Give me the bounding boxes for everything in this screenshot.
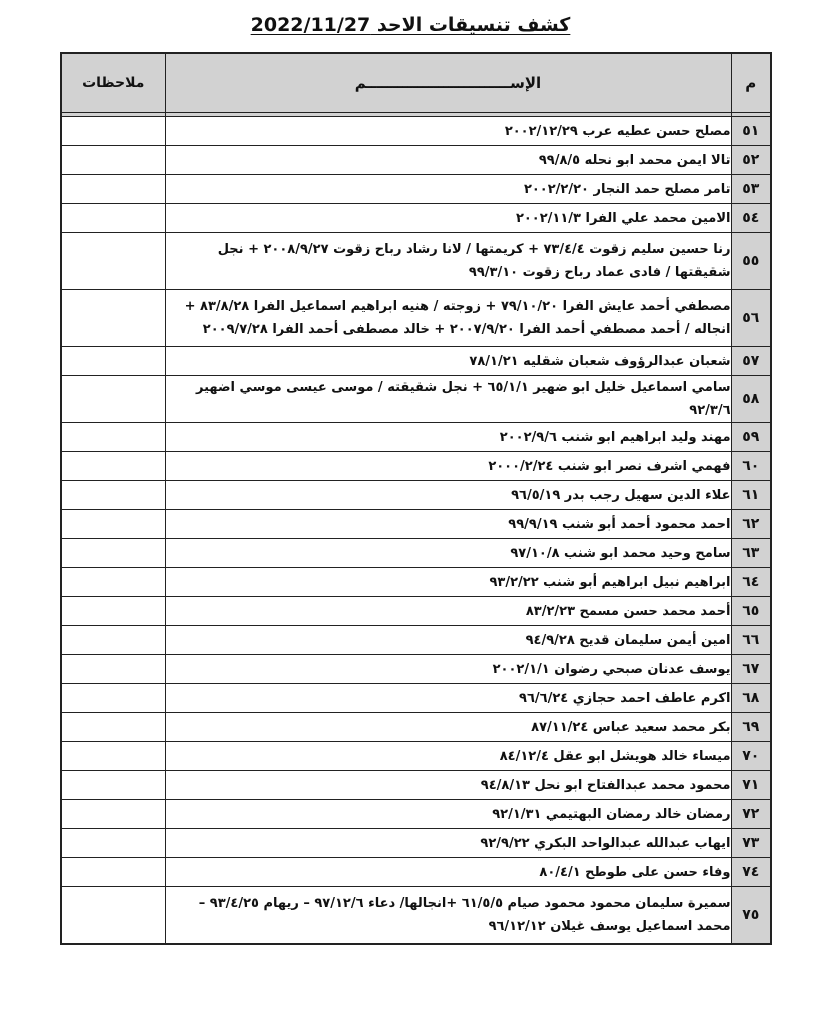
row-name-entry: رنا حسين سليم زقوت ٧٣/٤/٤ + كريمتها / لانا رشاد رباح زقوت ٢٠٠٨/٩/٢٧ + نجل شقيقتها / فادى عماد رباح زقوت ٩٩/٣/١٠ [165, 233, 731, 290]
row-notes [61, 568, 165, 597]
row-name-entry: أحمد محمد حسن مسمح ٨٣/٢/٢٣ [165, 597, 731, 626]
table-row [61, 452, 771, 481]
row-number: ٥٣ [731, 175, 771, 204]
row-number: ٦٣ [731, 539, 771, 568]
table-row [61, 713, 771, 742]
table-row [61, 597, 771, 626]
row-number: ٥٩ [731, 423, 771, 452]
row-number: ٥١ [731, 117, 771, 146]
row-notes [61, 713, 165, 742]
table-row [61, 800, 771, 829]
row-number: ٦٩ [731, 713, 771, 742]
table-row [61, 539, 771, 568]
row-name-entry: محمود محمد عبدالفتاح ابو نحل ٩٤/٨/١٣ [165, 771, 731, 800]
row-number: ٧٥ [731, 887, 771, 945]
table-row [61, 742, 771, 771]
table-row [61, 146, 771, 175]
table-row [61, 233, 771, 290]
row-name-entry: امين أيمن سليمان قديح ٩٤/٩/٢٨ [165, 626, 731, 655]
row-number: ٦٤ [731, 568, 771, 597]
table-row [61, 771, 771, 800]
row-name-entry: تالا ايمن محمد ابو نحله ٩٩/٨/٥ [165, 146, 731, 175]
row-name-entry: ميساء خالد هويشل ابو عقل ٨٤/١٢/٤ [165, 742, 731, 771]
table-row [61, 626, 771, 655]
row-notes [61, 452, 165, 481]
row-name-entry: اكرم عاطف احمد حجازي ٩٦/٦/٢٤ [165, 684, 731, 713]
row-notes [61, 376, 165, 423]
row-name-entry: بكر محمد سعيد عباس ٨٧/١١/٢٤ [165, 713, 731, 742]
row-notes [61, 626, 165, 655]
table-row [61, 175, 771, 204]
table-row [61, 858, 771, 887]
row-number: ٦٠ [731, 452, 771, 481]
row-name-entry: تامر مصلح حمد النجار ٢٠٠٢/٢/٢٠ [165, 175, 731, 204]
row-notes [61, 175, 165, 204]
row-notes [61, 771, 165, 800]
row-notes [61, 146, 165, 175]
row-name-entry: سامي اسماعيل خليل ابو ضهير ٦٥/١/١ + نجل شقيقته / موسى عيسى موسي اضهير ٩٢/٣/٦ [165, 376, 731, 423]
header-notes: ملاحظات [61, 53, 165, 113]
row-name-entry: مهند وليد ابراهيم ابو شنب ٢٠٠٢/٩/٦ [165, 423, 731, 452]
row-number: ٦٥ [731, 597, 771, 626]
row-name-entry: مصلح حسن عطيه عرب ٢٠٠٢/١٢/٢٩ [165, 117, 731, 146]
row-number: ٥٤ [731, 204, 771, 233]
row-notes [61, 510, 165, 539]
row-number: ٦٢ [731, 510, 771, 539]
table-row [61, 376, 771, 423]
row-number: ٦١ [731, 481, 771, 510]
row-number: ٧٤ [731, 858, 771, 887]
row-name-entry: ابراهيم نبيل ابراهيم أبو شنب ٩٣/٢/٢٢ [165, 568, 731, 597]
row-number: ٥٦ [731, 290, 771, 347]
table-row [61, 347, 771, 376]
row-name-entry: وفاء حسن على طوطح ٨٠/٤/١ [165, 858, 731, 887]
row-name-entry: ايهاب عبدالله عبدالواحد البكري ٩٢/٩/٢٢ [165, 829, 731, 858]
table-row [61, 887, 771, 945]
row-notes [61, 887, 165, 945]
row-number: ٥٢ [731, 146, 771, 175]
table-row [61, 655, 771, 684]
row-name-entry: شعبان عبدالرؤوف شعبان شقليه ٧٨/١/٢١ [165, 347, 731, 376]
table-row [61, 829, 771, 858]
row-notes [61, 233, 165, 290]
table-row [61, 510, 771, 539]
row-number: ٧١ [731, 771, 771, 800]
row-name-entry: رمضان خالد رمضان البهتيمي ٩٢/١/٣١ [165, 800, 731, 829]
row-notes [61, 204, 165, 233]
row-notes [61, 423, 165, 452]
table-row [61, 568, 771, 597]
row-name-entry: فهمي اشرف نصر ابو شنب ٢٠٠٠/٢/٢٤ [165, 452, 731, 481]
table-row [61, 481, 771, 510]
row-name-entry: مصطفي أحمد عايش الفرا ٧٩/١٠/٢٠ + زوجته / هنيه ابراهيم اسماعيل الفرا ٨٣/٨/٢٨ + انجاله / أحمد مصطفي أحمد الفرا ٢٠٠٧/٩/٢٠ + خالد مصطفى أحمد الفرا ٢٠٠٩/٧/٢٨ [165, 290, 731, 347]
table-row [61, 117, 771, 146]
row-name-entry: احمد محمود أحمد أبو شنب ٩٩/٩/١٩ [165, 510, 731, 539]
row-notes [61, 684, 165, 713]
table-row [61, 423, 771, 452]
table-header-row [61, 53, 771, 113]
row-number: ٦٦ [731, 626, 771, 655]
row-notes [61, 481, 165, 510]
row-number: ٧٣ [731, 829, 771, 858]
row-notes [61, 800, 165, 829]
names-table [60, 52, 772, 945]
row-notes [61, 347, 165, 376]
header-name: الإســــــــــــــــــــــــــــم [165, 53, 731, 113]
row-notes [61, 742, 165, 771]
row-notes [61, 290, 165, 347]
table-body [61, 113, 771, 945]
row-notes [61, 539, 165, 568]
row-number: ٧٢ [731, 800, 771, 829]
row-number: ٧٠ [731, 742, 771, 771]
row-notes [61, 655, 165, 684]
row-number: ٥٨ [731, 376, 771, 423]
row-number: ٥٥ [731, 233, 771, 290]
row-notes [61, 829, 165, 858]
header-number: م [731, 53, 771, 113]
row-number: ٦٧ [731, 655, 771, 684]
row-name-entry: سميرة سليمان محمود محمود صيام ٦١/٥/٥ +انجالها/ دعاء ٩٧/١٢/٦ – ريهام ٩٣/٤/٢٥ – محمد اسماعيل يوسف غيلان ٩٦/١٢/١٢ [165, 887, 731, 945]
table-row [61, 290, 771, 347]
row-name-entry: سامح وحيد محمد ابو شنب ٩٧/١٠/٨ [165, 539, 731, 568]
document-title: كشف تنسيقات الاحد 2022/11/27 [250, 14, 571, 36]
row-number: ٥٧ [731, 347, 771, 376]
row-notes [61, 597, 165, 626]
row-name-entry: الامين محمد علي الفرا ٢٠٠٢/١١/٣ [165, 204, 731, 233]
row-number: ٦٨ [731, 684, 771, 713]
row-notes [61, 858, 165, 887]
table-row [61, 204, 771, 233]
row-notes [61, 117, 165, 146]
row-name-entry: علاء الدين سهيل رجب بدر ٩٦/٥/١٩ [165, 481, 731, 510]
row-name-entry: يوسف عدنان صبحي رضوان ٢٠٠٢/١/١ [165, 655, 731, 684]
table-row [61, 684, 771, 713]
